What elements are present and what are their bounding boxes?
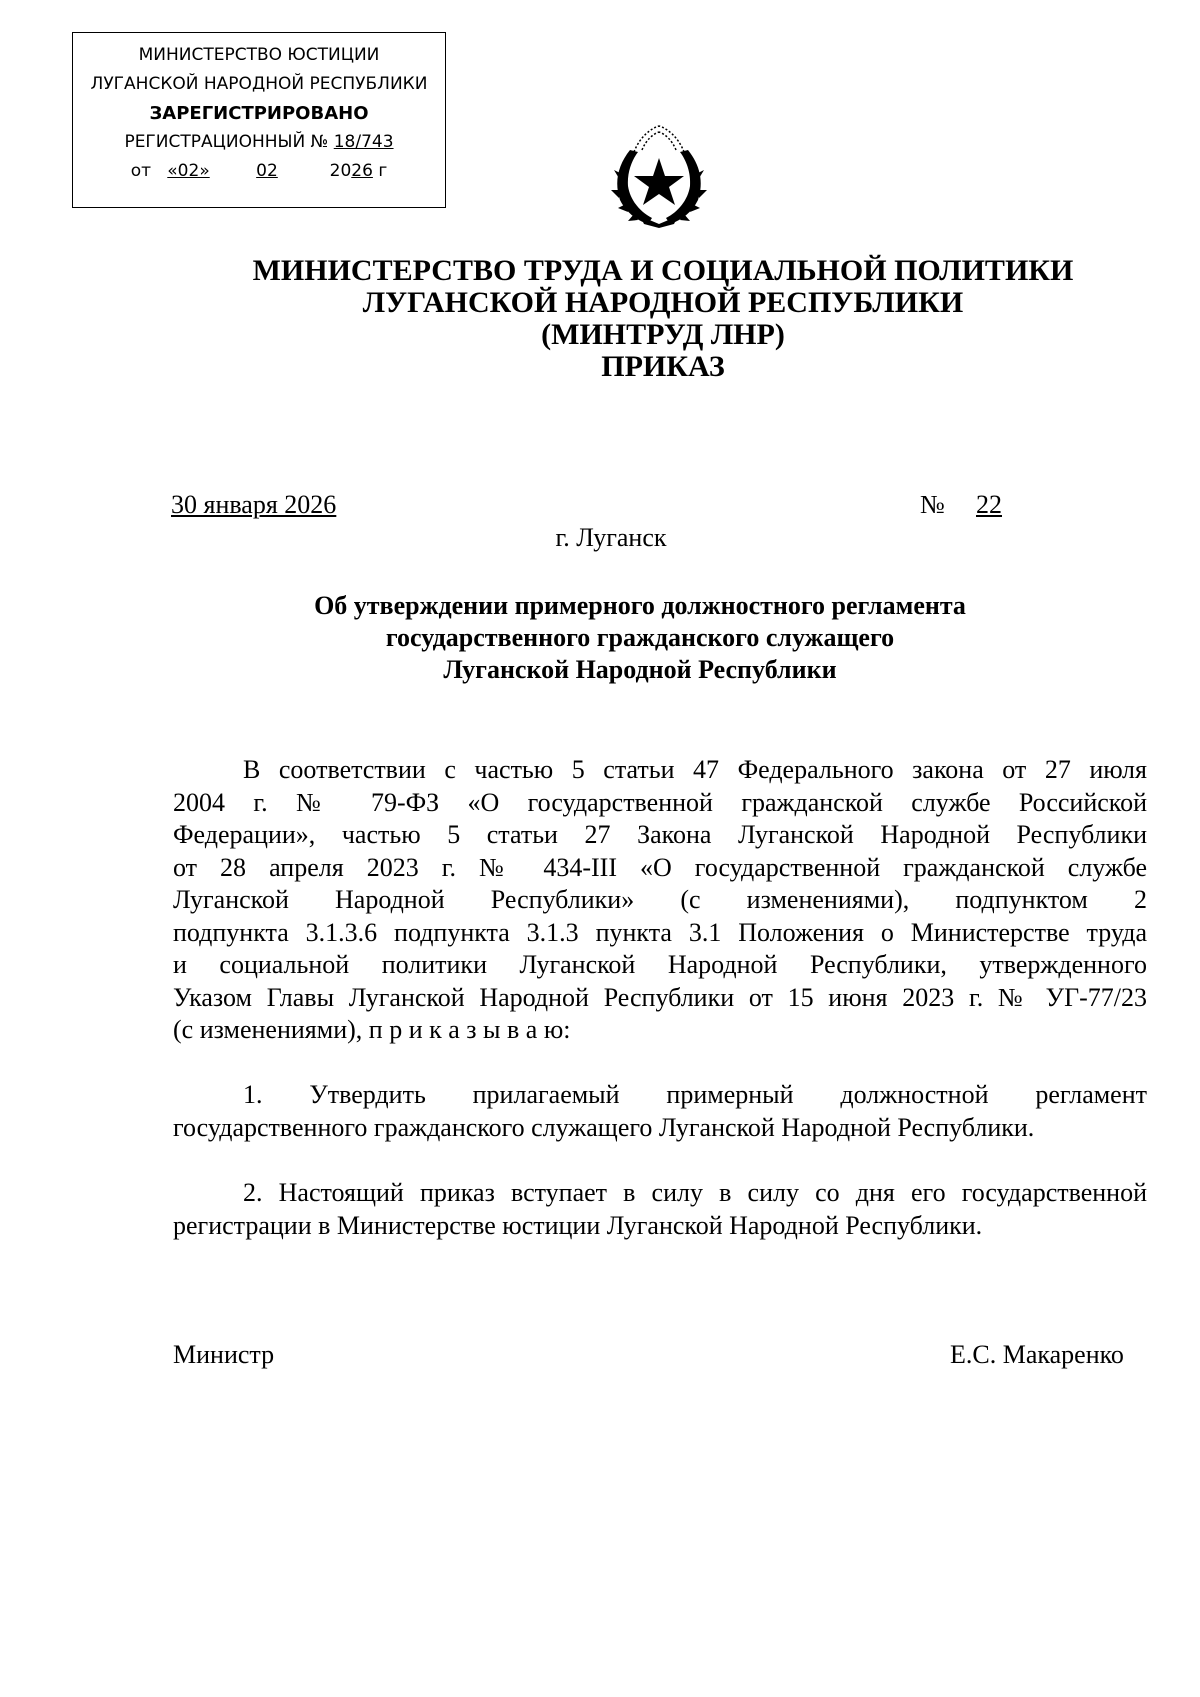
- paragraph-line: В соответствии с частью 5 статьи 47 Федерального закона от 27 июля: [243, 755, 1147, 784]
- document-date: 30 января 2026: [171, 490, 337, 519]
- document-subject: [280, 590, 1000, 686]
- signatory-position: Министр: [173, 1340, 275, 1369]
- paragraph-line: 2. Настоящий приказ вступает в силу в силу со дня его государственной: [243, 1178, 1147, 1207]
- stamp-ministry-line: МИНИСТЕРСТВО ЮСТИЦИИ: [138, 45, 380, 65]
- heading-line-abbrev: (МИНТРУД ЛНР): [541, 318, 785, 351]
- stamp-reg-label: РЕГИСТРАЦИОННЫЙ №: [124, 132, 329, 152]
- heading-line-ministry: МИНИСТЕРСТВО ТРУДА И СОЦИАЛЬНОЙ ПОЛИТИКИ: [252, 254, 1074, 287]
- stamp-year-unit: г: [378, 161, 388, 181]
- paragraph-line: государственного гражданского служащего Луганской Народной Республики.: [173, 1112, 1035, 1142]
- preamble-paragraph: [173, 754, 1147, 1047]
- stamp-status: ЗАРЕГИСТРИРОВАНО: [149, 103, 369, 124]
- stamp-year-prefix: 20: [329, 161, 352, 181]
- order-item-1: [173, 1079, 1147, 1144]
- paragraph-line: подпункта 3.1.3.6 подпункта 3.1.3 пункта 3.1 Положения о Министерстве труда: [173, 917, 1147, 947]
- paragraph-line: и социальной политики Луганской Народной Республики, утвержденного: [173, 950, 1147, 979]
- order-item-2: [173, 1177, 1147, 1242]
- paragraph-line: от 28 апреля 2023 г. № 434-III «О государственной гражданской службе: [173, 852, 1147, 882]
- paragraph-line: 2004 г. № 79-ФЗ «О государственной гражданской службе Российской: [173, 787, 1147, 817]
- coat-of-arms-star-icon: [600, 120, 718, 228]
- subject-line: государственного гражданского служащего: [385, 623, 895, 652]
- document-number: 22: [976, 490, 1002, 519]
- heading-line-republic: ЛУГАНСКОЙ НАРОДНОЙ РЕСПУБЛИКИ: [362, 286, 964, 319]
- document-heading: [0, 255, 1200, 383]
- registration-stamp: [72, 32, 446, 208]
- stamp-republic-line: ЛУГАНСКОЙ НАРОДНОЙ РЕСПУБЛИКИ: [90, 74, 428, 94]
- stamp-month: 02: [256, 161, 278, 181]
- stamp-year-suffix: 26: [351, 161, 373, 181]
- number-sign: №: [920, 490, 945, 519]
- paragraph-line: 1. Утвердить прилагаемый примерный должностной регламент: [243, 1080, 1147, 1109]
- paragraph-line: Указом Главы Луганской Народной Республики от 15 июня 2023 г. № УГ-77/23: [173, 982, 1147, 1012]
- paragraph-line: регистрации в Министерстве юстиции Луганской Народной Республики.: [173, 1210, 983, 1240]
- paragraph-line: (с изменениями), п р и к а з ы в а ю:: [173, 1015, 571, 1044]
- stamp-from-label: от: [130, 161, 152, 181]
- stamp-reg-row: [73, 128, 445, 157]
- stamp-date-row: [73, 157, 445, 186]
- subject-line: Об утверждении примерного должностного регламента: [314, 591, 966, 620]
- subject-line: Луганской Народной Республики: [443, 655, 837, 684]
- heading-line-order: ПРИКАЗ: [601, 350, 725, 383]
- paragraph-line: Луганской Народной Республики» (с изменениями), подпунктом 2: [173, 885, 1147, 914]
- stamp-day: «02»: [167, 161, 210, 181]
- document-city: г. Луганск: [555, 523, 667, 552]
- stamp-reg-number: 18/743: [333, 132, 394, 152]
- signatory-name: Е.С. Макаренко: [950, 1340, 1124, 1369]
- paragraph-line: Федерации», частью 5 статьи 27 Закона Луганской Народной Республики: [173, 820, 1147, 849]
